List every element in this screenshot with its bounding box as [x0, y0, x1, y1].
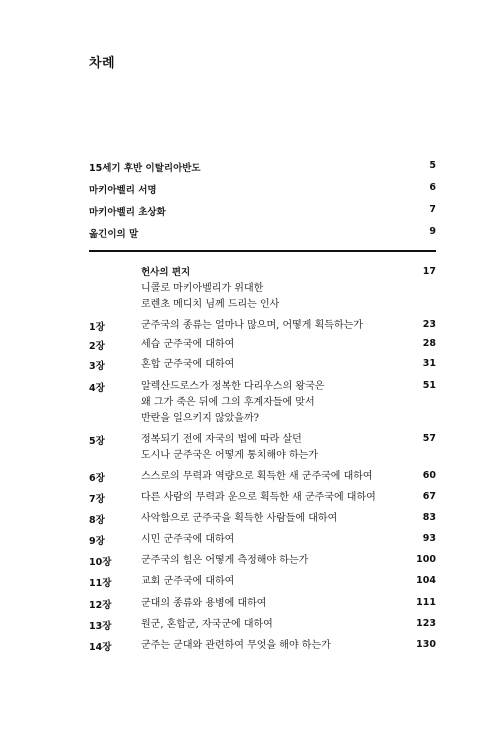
chapter-number: 13장: [89, 621, 112, 632]
front-matter-title: 마키아벨리 초상화: [89, 207, 166, 218]
toc-title-line: 시민 군주국에 대하여: [141, 534, 235, 545]
chapter-number: 2장: [89, 341, 105, 352]
chapter-number: 5장: [89, 436, 105, 447]
toc-entry-page: 67: [422, 491, 436, 502]
toc-entry-page: 111: [416, 597, 436, 608]
toc-title-line: 반란을 일으키지 않았을까?: [141, 413, 259, 424]
toc-entry-page: 100: [416, 554, 436, 565]
front-matter-page: 6: [429, 182, 436, 193]
toc-entry-title: [141, 337, 234, 353]
toc-entry-title: [141, 432, 318, 464]
chapter-number: 3장: [89, 361, 105, 372]
toc-title-line: 알렉산드로스가 정복한 다리우스의 왕국은: [141, 381, 325, 392]
front-matter-item[interactable]: [89, 226, 436, 242]
toc-entry-title: [141, 357, 234, 373]
toc-title-line: 세습 군주국에 대하여: [141, 339, 235, 350]
chapter-number: 14장: [89, 642, 112, 653]
front-matter-title: 15세기 후반 이탈리아반도: [89, 163, 201, 174]
toc-entry-page: 23: [422, 319, 436, 330]
toc-title-line: 다른 사람의 무력과 운으로 획득한 새 군주국에 대하여: [141, 492, 376, 503]
toc-entry-page: 104: [416, 575, 436, 586]
toc-title-line: 도시나 군주국은 어떻게 통치해야 하는가: [141, 450, 318, 461]
chapter-number: 1장: [89, 322, 105, 333]
toc-title-line: 왜 그가 죽은 뒤에 그의 후계자들에 맞서: [141, 397, 315, 408]
chapter-number: 9장: [89, 536, 105, 547]
toc-entry-page: 83: [422, 512, 436, 523]
front-matter-item[interactable]: [89, 160, 436, 176]
toc-entry-title: [141, 318, 363, 334]
toc-entry-title: [141, 379, 324, 427]
section-divider: [89, 250, 436, 252]
toc-entry-title: [141, 265, 279, 313]
toc-entry-title: [141, 638, 331, 654]
chapter-number: 10장: [89, 557, 112, 568]
toc-entry-title: [141, 553, 308, 569]
toc-entry-title: [141, 596, 266, 612]
toc-entry-title: [141, 511, 337, 527]
toc-title-line: 군주국의 종류는 얼마나 많으며, 어떻게 획득하는가: [141, 320, 363, 331]
toc-title-line: 정복되기 전에 자국의 법에 따라 살던: [141, 434, 302, 445]
toc-entry-page: 57: [422, 433, 436, 444]
chapter-number: 6장: [89, 473, 105, 484]
toc-title-line: 스스로의 무력과 역량으로 획득한 새 군주국에 대하여: [141, 471, 373, 482]
toc-entry-page: 51: [422, 380, 436, 391]
toc-title-line: 교회 군주국에 대하여: [141, 576, 235, 587]
toc-entry-page: 130: [416, 639, 436, 650]
front-matter-page: 5: [429, 160, 436, 171]
toc-title-line: 군대의 종류와 용병에 대하여: [141, 598, 267, 609]
toc-entry-title: [141, 532, 234, 548]
dedication-label: 헌사의 편지: [141, 267, 191, 278]
front-matter-item[interactable]: [89, 182, 436, 198]
toc-entry-page: 60: [422, 470, 436, 481]
toc-entry-page: 123: [416, 618, 436, 629]
toc-title-line: 사악함으로 군주국을 획득한 사람들에 대하여: [141, 513, 338, 524]
toc-title-line: 군주국의 힘은 어떻게 측정해야 하는가: [141, 555, 309, 566]
toc-entry-page: 31: [422, 358, 436, 369]
toc-entry-title: [141, 574, 234, 590]
chapter-number: 4장: [89, 383, 105, 394]
toc-title-line: 원군, 혼합군, 자국군에 대하여: [141, 619, 273, 630]
page-heading: 차례: [89, 56, 116, 71]
chapter-number: 11장: [89, 578, 112, 589]
toc-entry-page: 28: [422, 338, 436, 349]
toc-title-line: 니콜로 마키아벨리가 위대한: [141, 283, 264, 294]
toc-title-line: 혼합 군주국에 대하여: [141, 359, 235, 370]
toc-title-line: 로렌초 메디치 님께 드리는 인사: [141, 299, 280, 310]
toc-entry-title: [141, 469, 373, 485]
toc-entry-title: [141, 490, 376, 506]
front-matter-title: 옮긴이의 말: [89, 229, 139, 240]
toc-entry-title: [141, 617, 273, 633]
toc-title-line: 군주는 군대와 관련하여 무엇을 해야 하는가: [141, 640, 331, 651]
toc-entry-page: 17: [422, 266, 436, 277]
front-matter-page: 9: [429, 226, 436, 237]
chapter-number: 12장: [89, 600, 112, 611]
front-matter-page: 7: [429, 204, 436, 215]
toc-entry-page: 93: [422, 533, 436, 544]
front-matter-title: 마키아벨리 서명: [89, 185, 157, 196]
chapter-number: 8장: [89, 515, 105, 526]
chapter-number: 7장: [89, 494, 105, 505]
front-matter-item[interactable]: [89, 204, 436, 220]
